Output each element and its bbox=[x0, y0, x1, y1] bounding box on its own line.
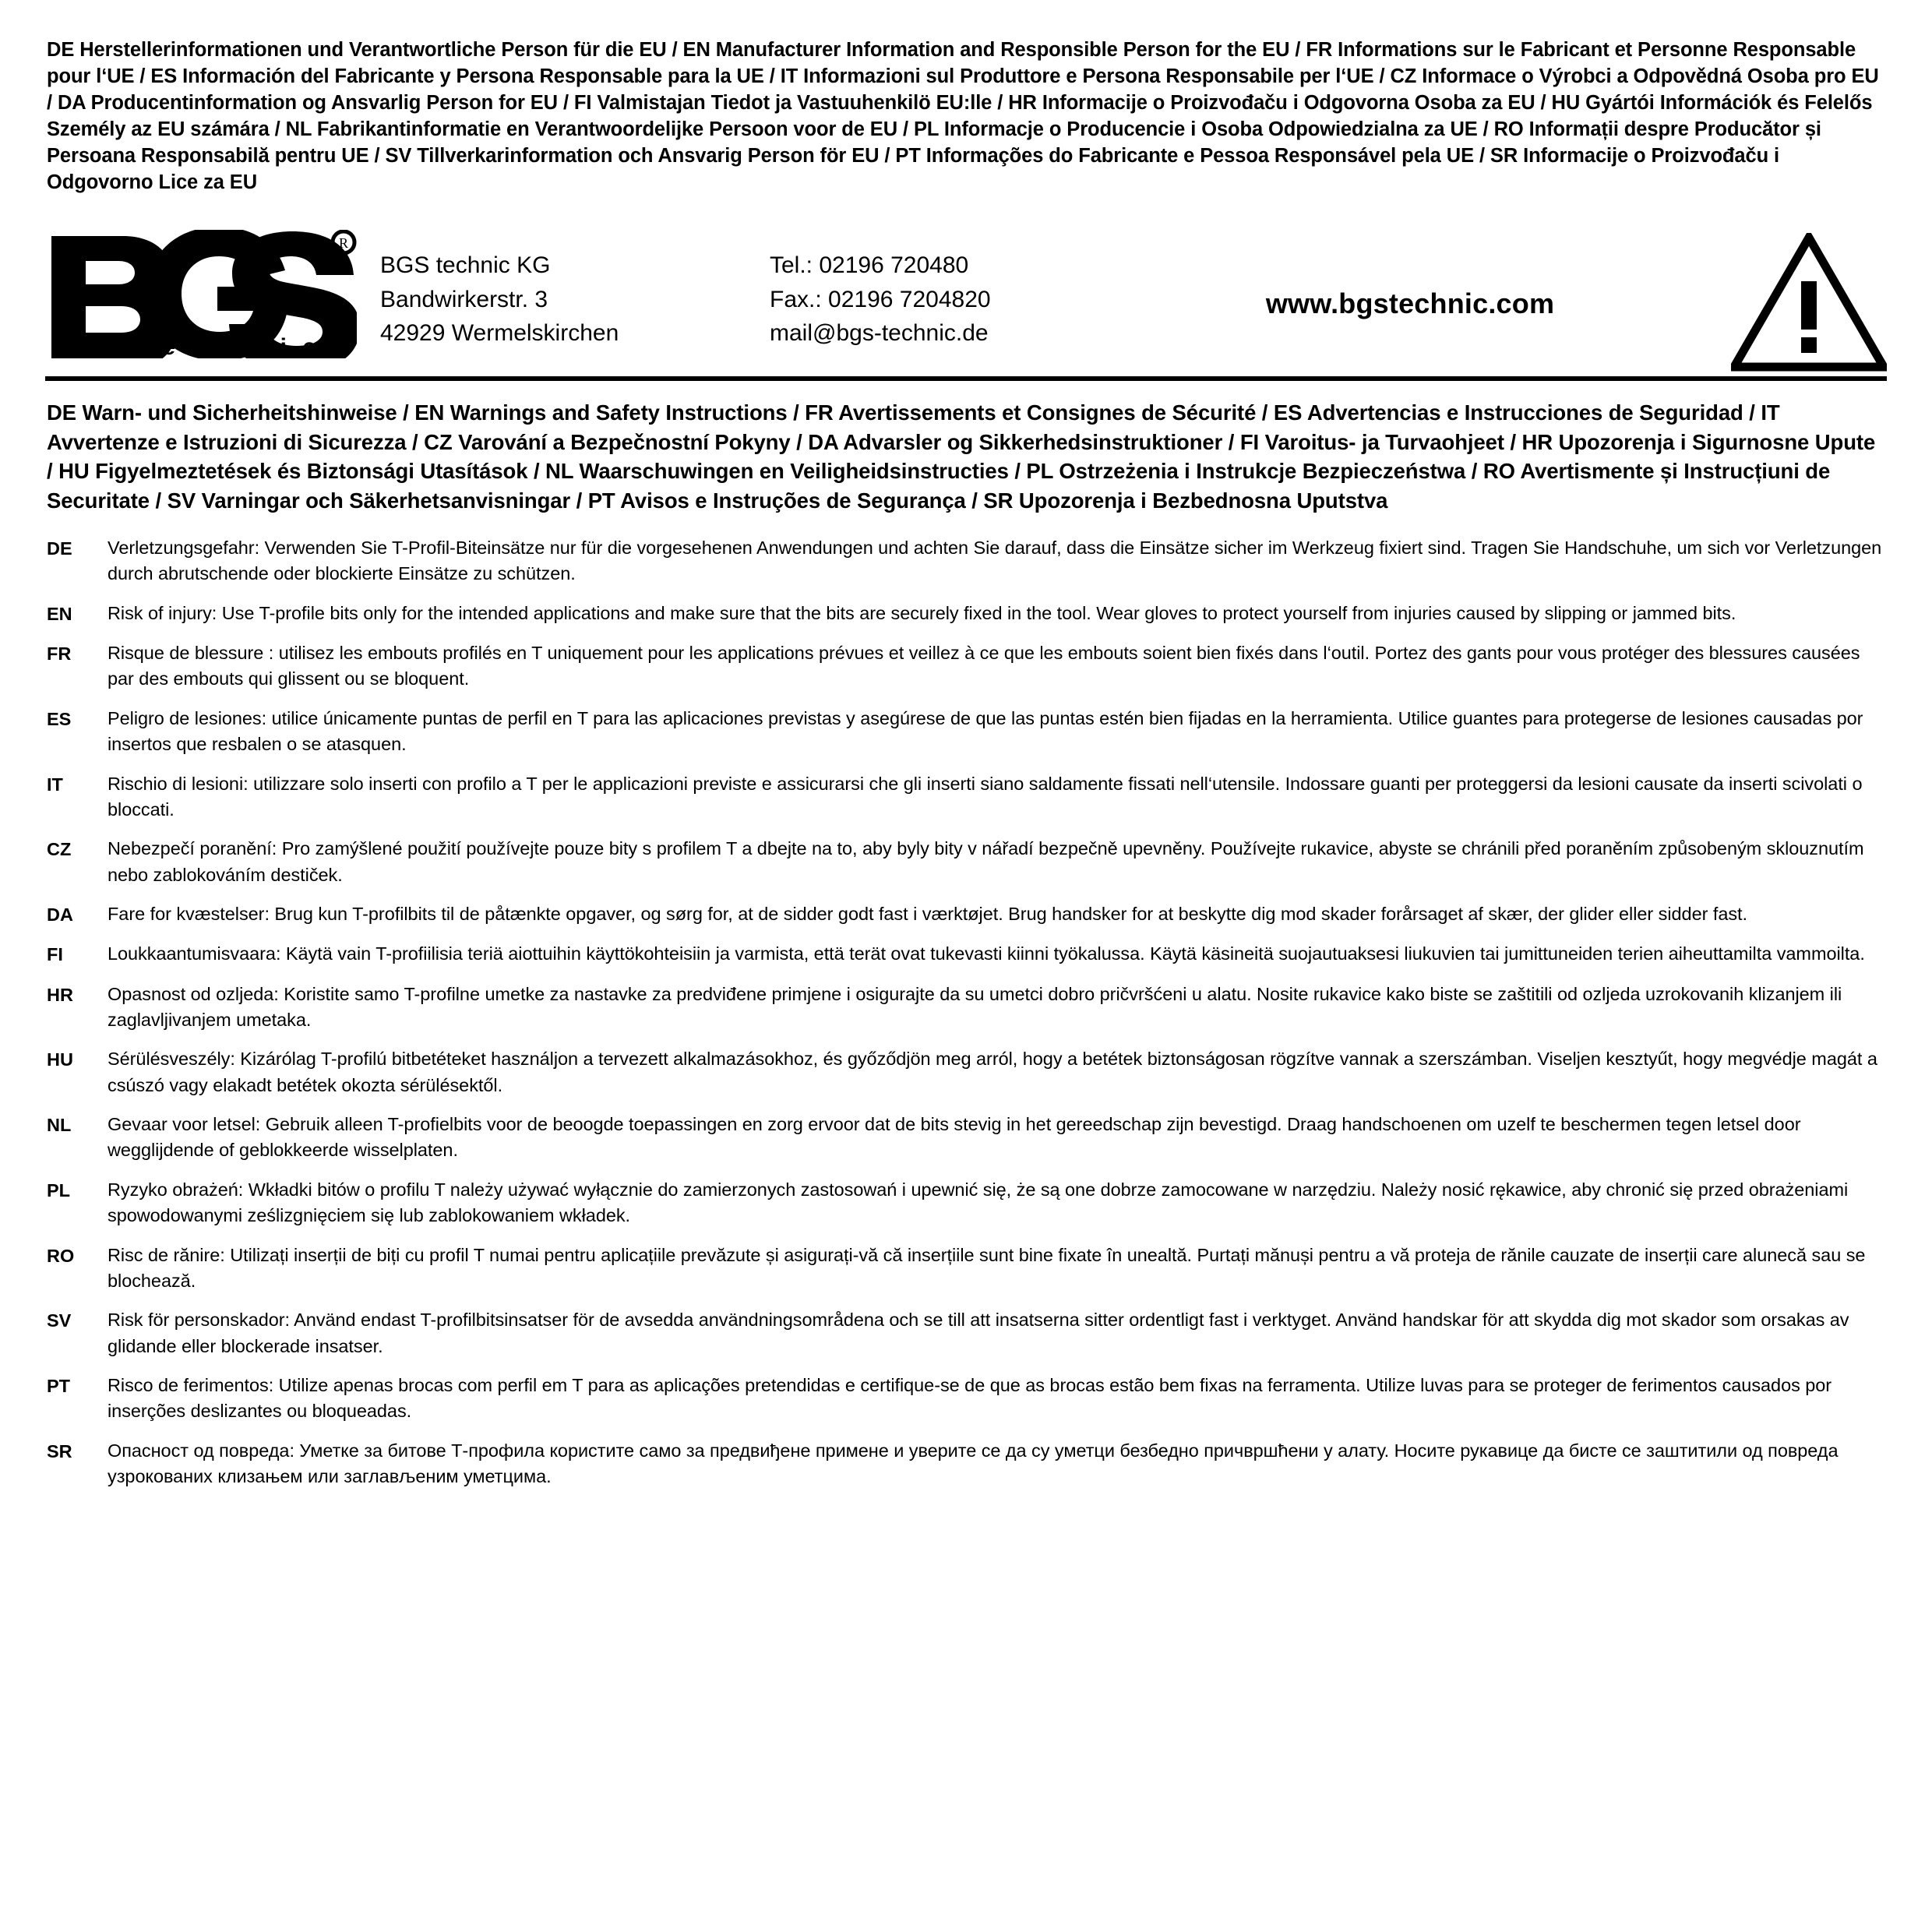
language-text: Verletzungsgefahr: Verwenden Sie T-Profil-Biteinsätze nur für die vorgesehenen Anwendungen und achten Sie darauf, dass die Einsätze sicher im Werkzeug fixiert sind. Tragen Sie Handschuhe, um sich vor Verletzungen durch abrutschende oder blockierte Einsätze zu schützen. bbox=[108, 538, 1882, 584]
language-code: IT bbox=[47, 774, 63, 795]
language-text: Sérülésveszély: Kizárólag T-profilú bitbetéteket használjon a tervezett alkalmazásokhoz, és győződjön meg arról, hogy a betétek biztonságosan rögzítve vannak a szerszámban. Viseljen kesztyűt, hogy megvédje magát a csúszó vagy elakadt betétek okozta sérülésektől. bbox=[108, 1049, 1877, 1095]
language-text: Fare for kvæstelser: Brug kun T-profilbits til de påtænkte opgaver, og sørg for, at de sidder godt fast i værktøjet. Brug handsker for at beskytte dig mod skader forårsaget af skær, der glider eller sidder fast. bbox=[108, 903, 1748, 924]
list-item bbox=[47, 706, 1884, 758]
svg-text:R: R bbox=[338, 235, 349, 252]
company-email: mail@bgs-technic.de bbox=[770, 320, 989, 347]
language-code: SR bbox=[47, 1440, 72, 1461]
safety-entries-list bbox=[47, 535, 1884, 1490]
svg-text:t e c h n i c: t e c h n i c bbox=[139, 334, 321, 359]
bgs-logo-icon bbox=[45, 230, 357, 358]
language-code: EN bbox=[47, 603, 72, 624]
language-code: ES bbox=[47, 708, 72, 729]
company-city: 42929 Wermelskirchen bbox=[380, 320, 619, 347]
company-contact bbox=[770, 220, 1097, 351]
company-info-band bbox=[45, 210, 1887, 381]
language-text: Risc de rănire: Utilizați inserții de biți cu profil T numai pentru aplicațiile prevăzute și asigurați-vă că inserțiile sunt bine fixate în unealtă. Purtați mănuși pentru a vă proteja de rănile cauzate de inserții care alunecă sau se blochează. bbox=[108, 1244, 1866, 1291]
list-item bbox=[47, 535, 1884, 587]
company-address bbox=[380, 220, 770, 351]
language-code: DA bbox=[47, 904, 73, 925]
list-item bbox=[47, 1177, 1884, 1229]
company-website: www.bgstechnic.com bbox=[1265, 287, 1555, 320]
language-text: Risque de blessure : utilisez les embouts profilés en T uniquement pour les applications prévues et veillez à ce que les embouts soient bien fixés dans l‘outil. Portez des gants pour vous protéger des blessures causées par des embouts qui glissent ou se bloquent. bbox=[108, 643, 1860, 689]
language-code: SV bbox=[47, 1310, 72, 1331]
safety-instructions-heading: DE Warn- und Sicherheitshinweise / EN Warnings and Safety Instructions / FR Avertissements et Consignes de Sécurité / ES Advertencias e Instrucciones de Seguridad / IT Avvertenze e Istruzioni di Sicurezza / CZ Varování a Bezpečnostní Pokyny / DA Advarsler og Sikkerhedsinstruktioner / FI Varoitus- ja Turvaohjeet / HR Upozorenja i Sigurnosne Upute / HU Figyelmeztetések és Biztonsági Utasítások / NL Waarschuwingen en Veiligheidsinstructies / PL Ostrzeżenia i Instrukcje Bezpieczeństwa / RO Avertismente și Instrucțiuni de Securitate / SV Varningar och Säkerhetsanvisningar / PT Avisos e Instruções de Segurança / SR Upozorenja i Bezbednosna Uputstva bbox=[47, 400, 1876, 513]
language-text: Gevaar voor letsel: Gebruik alleen T-profielbits voor de beoogde toepassingen en zorg ervoor dat de bits stevig in het gereedschap zijn bevestigd. Draag handschoenen om uzelf te beschermen tegen letsel door wegglijdende of geblokkeerde wisselplaten. bbox=[108, 1114, 1801, 1161]
language-code: PL bbox=[47, 1179, 71, 1200]
company-street: Bandwirkerstr. 3 bbox=[380, 286, 548, 312]
language-text: Risco de ferimentos: Utilize apenas brocas com perfil em T para as aplicações pretendidas e certifique-se de que as brocas estão bem fixas na ferramenta. Utilize luvas para se proteger de ferimentos causados por inserções deslizantes ou bloqueadas. bbox=[108, 1374, 1832, 1422]
list-item bbox=[47, 1112, 1884, 1164]
language-text: Nebezpečí poranění: Pro zamýšlené použití používejte pouze bity s profilem T a dbejte na to, aby byly bity v nářadí bezpečně upevněny. Používejte rukavice, abyste se chránili před poraněním způsobeným sklouznutím nebo zablokováním destiček. bbox=[108, 838, 1864, 885]
language-text: Опасност од повреда: Уметке за битове Т-профила користите само за предвиђене примене и уверите се да су уметци безбедно причвршћени у алату. Носите рукавице да бисте се заштитили од повреда узрокованих клизањем или заглављеним уметцима. bbox=[108, 1440, 1839, 1487]
language-text: Opasnost od ozljeda: Koristite samo T-profilne umetke za nastavke za predviđene primjene i osigurajte da su umetci dobro pričvršćeni u alatu. Nosite rukavice kako biste se zaštitili od ozljeda uzrokovanih klizanjem ili zaglavljivanjem umetaka. bbox=[108, 983, 1842, 1031]
list-item bbox=[47, 836, 1884, 888]
list-item bbox=[47, 1307, 1884, 1359]
language-code: HR bbox=[47, 984, 73, 1005]
language-code: NL bbox=[47, 1115, 72, 1136]
language-code: DE bbox=[47, 538, 72, 559]
list-item bbox=[47, 1046, 1884, 1098]
language-code: FR bbox=[47, 643, 72, 665]
list-item bbox=[47, 640, 1884, 693]
language-code: CZ bbox=[47, 839, 72, 860]
company-fax: Fax.: 02196 7204820 bbox=[770, 286, 991, 312]
language-text: Ryzyko obrażeń: Wkładki bitów o profilu T należy używać wyłącznie do zamierzonych zastosowań i upewnić się, że są one dobrze zamocowane w narzędziu. Należy nosić rękawice, aby chronić się przed obrażeniami spowodowanymi ześlizgnięciem się lub zablokowaniem wkładek. bbox=[108, 1179, 1849, 1226]
language-code: RO bbox=[47, 1245, 75, 1266]
language-text: Risk för personskador: Använd endast T-profilbitsinsatser för de avsedda användningsområdena och se till att insatserna sitter ordentligt fast i verktyget. Använd handskar för att skydda dig mot skador som orsakas av glidande eller blockerade insatser. bbox=[108, 1310, 1849, 1356]
list-item bbox=[47, 941, 1884, 968]
language-text: Loukkaantumisvaara: Käytä vain T-profiilisia teriä aiottuihin käyttökohteisiin ja varmista, että terät ovat tukevasti kiinni työkalussa. Käytä käsineitä suojautuaksesi liukuvien tai jumittuneiden terien aiheuttamilta vammoilta. bbox=[108, 943, 1865, 964]
language-text: Peligro de lesiones: utilice únicamente puntas de perfil en T para las aplicaciones previstas y asegúrese de que las puntas estén bien fijadas en la herramienta. Utilice guantes para protegerse de lesiones causadas por insertos que resbalen o se atasquen. bbox=[108, 707, 1863, 755]
language-code: FI bbox=[47, 944, 63, 965]
list-item bbox=[47, 601, 1884, 627]
manufacturer-info-heading: DE Herstellerinformationen und Verantwortliche Person für die EU / EN Manufacturer Information and Responsible Person for the EU / FR Informations sur le Fabricant et Personne Responsable pour l‘UE / ES Información del Fabricante y Persona Responsable para la UE / IT Informazioni sul Produttore e Persona Responsabile per l‘UE / CZ Informace o Výrobci a Odpovědná Osoba pro EU / DA Producentinformation og Ansvarlig Person for EU / FI Valmistajan Tiedot ja Vastuuhenkilö EU:lle / HR Informacije o Proizvođaču i Odgovorna Osoba za EU / HU Gyártói Információk és Felelős Személy az EU számára / NL Fabrikantinformatie en Verantwoordelijke Persoon voor de EU / PL Informacje o Producencie i Osoba Odpowiedzialna za UE / RO Informații despre Producător și Persoana Responsabilă pentru UE / SV Tillverkarinformation och Ansvarig Person för EU / PT Informações do Fabricante e Pessoa Responsável pela UE / SR Informacije o Proizvođaču i Odgovorno Lice za EU bbox=[47, 39, 1879, 193]
language-text: Rischio di lesioni: utilizzare solo inserti con profilo a T per le applicazioni previste e assicurarsi che gli inserti siano saldamente fissati nell‘utensile. Indossare guanti per proteggersi da lesioni causate da inserti scivolati o bloccati. bbox=[108, 773, 1863, 820]
list-item bbox=[47, 1243, 1884, 1295]
company-name: BGS technic KG bbox=[380, 252, 551, 279]
list-item bbox=[47, 901, 1884, 928]
language-text: Risk of injury: Use T-profile bits only for the intended applications and make sure that the bits are securely fixed in the tool. Wear gloves to protect yourself from injuries caused by slipping or jammed bits. bbox=[108, 602, 1736, 623]
list-item bbox=[47, 771, 1884, 823]
language-code: PT bbox=[47, 1375, 71, 1396]
bgs-logo bbox=[45, 220, 380, 358]
warning-triangle-svg bbox=[1731, 233, 1887, 372]
language-code: HU bbox=[47, 1049, 73, 1070]
company-tel: Tel.: 02196 720480 bbox=[770, 252, 969, 279]
list-item bbox=[47, 982, 1884, 1034]
warning-triangle-icon bbox=[1723, 220, 1887, 372]
list-item bbox=[47, 1438, 1884, 1490]
list-item bbox=[47, 1373, 1884, 1425]
